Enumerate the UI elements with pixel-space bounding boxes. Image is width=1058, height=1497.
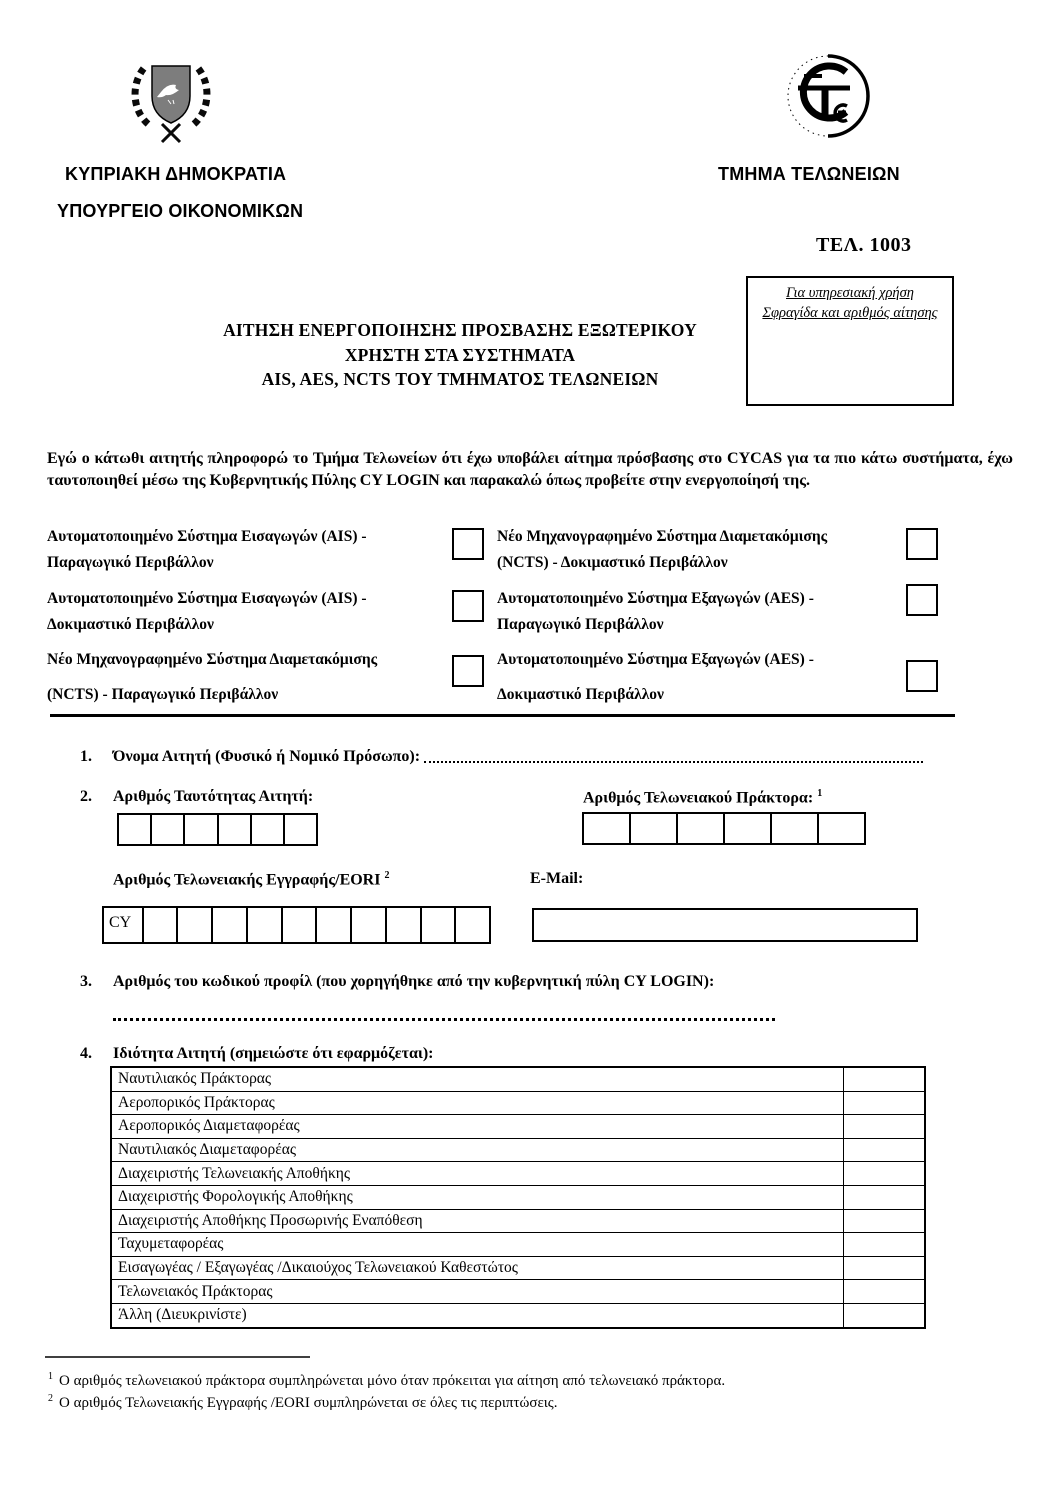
checkbox-aes-test[interactable]: [906, 660, 938, 692]
applicant-name-label: Όνομα Αιτητή (Φυσικό ή Νομικό Πρόσωπο):: [113, 748, 421, 765]
applicant-capacity-label: Ιδιότητα Αιτητή (σημειώστε ότι εφαρμόζεται):: [113, 1045, 434, 1062]
section1-row: [113, 748, 923, 766]
role-checkbox-cell[interactable]: [843, 1186, 924, 1209]
footnote-divider: [45, 1356, 310, 1358]
agent-cell[interactable]: [678, 814, 725, 843]
eori-cell[interactable]: [283, 908, 318, 942]
footnote-1: $^1$ Ο αριθμός τελωνειακού πράκτορα συμπληρώνεται μόνο όταν πρόκειται για αίτηση από τελωνειακό πράκτορα.: [48, 1371, 726, 1389]
checkbox-ncts-test[interactable]: [906, 528, 938, 560]
section4-number: 4.: [80, 1045, 92, 1062]
footnote-ref-2: 2: [384, 870, 390, 881]
system-label-aes-production: Αυτοματοποιημένο Σύστημα Εξαγωγών (AES) - Παραγωγικό Περιβάλλον: [497, 590, 814, 633]
footnote-ref-1: 1: [817, 788, 823, 799]
role-checkbox-cell[interactable]: [843, 1162, 924, 1185]
republic-title: ΚΥΠΡΙΑΚΗ ΔΗΜΟΚΡΑΤΙΑ: [65, 164, 287, 184]
role-checkbox-cell[interactable]: [843, 1115, 924, 1138]
form-number: ΤΕΛ. 1003: [816, 234, 912, 256]
form-title-line3: AIS, AES, NCTS ΤΟΥ ΤΜΗΜΑΤΟΣ ΤΕΛΩΝΕΙΩΝ: [261, 369, 659, 389]
eori-number-cells[interactable]: [102, 906, 491, 944]
agent-cell[interactable]: [631, 814, 678, 843]
form-title-line2: ΧΡΗΣΤΗ ΣΤΑ ΣΥΣΤΗΜΑΤΑ: [344, 344, 576, 365]
eori-cell[interactable]: [317, 908, 352, 942]
form-title-line1: ΑΙΤΗΣΗ ΕΝΕΡΓΟΠΟΙΗΣΗΣ ΠΡΟΣΒΑΣΗΣ ΕΞΩΤΕΡΙΚΟΥ: [223, 320, 697, 340]
eori-cell[interactable]: [456, 908, 489, 942]
identity-cell[interactable]: [219, 815, 252, 844]
section2-number: 2.: [80, 788, 92, 805]
table-row: Ναυτιλιακός Διαμεταφορέας: [112, 1139, 924, 1163]
table-row: Άλλη (Διευκρινίστε): [112, 1304, 924, 1327]
eori-cell[interactable]: [422, 908, 457, 942]
table-row: Εισαγωγέας / Εξαγωγέας /Δικαιούχος Τελωνειακού Καθεστώτος: [112, 1257, 924, 1281]
footnote-2: $^2$ Ο αριθμός Τελωνειακής Εγγραφής /EORI συμπληρώνεται σε όλες τις περιπτώσεις.: [48, 1393, 558, 1411]
section3-number: 3.: [80, 973, 92, 990]
department-title: ΤΜΗΜΑ ΤΕΛΩΝΕΙΩΝ: [718, 164, 900, 184]
role-checkbox-cell[interactable]: [843, 1233, 924, 1256]
table-row: Διαχειριστής Αποθήκης Προσωρινής Εναπόθεση: [112, 1210, 924, 1234]
email-label: E-Mail:: [530, 870, 584, 887]
email-field[interactable]: [532, 908, 918, 942]
identity-cell[interactable]: [285, 815, 316, 844]
section-divider: [50, 714, 955, 717]
system-label-ais-production: Αυτοματοποιημένο Σύστημα Εισαγωγών (AIS) - Παραγωγικό Περιβάλλον: [47, 528, 367, 571]
section1-number: 1.: [80, 748, 92, 765]
role-checkbox-cell[interactable]: [843, 1280, 924, 1303]
identity-number-label: Αριθμός Ταυτότητας Αιτητή:: [113, 788, 314, 805]
role-checkbox-cell[interactable]: [843, 1139, 924, 1162]
eori-cell[interactable]: [387, 908, 422, 942]
agent-cell[interactable]: [772, 814, 819, 843]
eori-cell[interactable]: [213, 908, 248, 942]
role-checkbox-cell[interactable]: [843, 1210, 924, 1233]
checkbox-ais-test[interactable]: [452, 590, 484, 622]
eori-prefix-cell: CY: [104, 908, 144, 942]
eori-cell[interactable]: [248, 908, 283, 942]
customs-agent-number-cells[interactable]: [582, 812, 866, 845]
role-checkbox-cell[interactable]: [843, 1257, 924, 1280]
eori-cell[interactable]: [178, 908, 213, 942]
profile-code-label: Αριθμός του κωδικού προφίλ (που χορηγήθηκε από την κυβερνητική πύλη CY LOGIN):: [113, 973, 715, 990]
role-checkbox-cell[interactable]: [843, 1304, 924, 1327]
checkbox-ncts-production[interactable]: [452, 655, 484, 687]
official-use-line2: Σφραγίδα και αριθμός αίτησης: [762, 305, 938, 321]
system-label-ais-test: Αυτοματοποιημένο Σύστημα Εισαγωγών (AIS) - Δοκιμαστικό Περιβάλλον: [47, 590, 367, 633]
agent-cell[interactable]: [725, 814, 772, 843]
agent-cell[interactable]: [584, 814, 631, 843]
ministry-title: ΥΠΟΥΡΓΕΙΟ ΟΙΚΟΝΟΜΙΚΩΝ: [57, 201, 304, 221]
checkbox-ais-production[interactable]: [452, 528, 484, 560]
customs-department-logo-icon: [778, 50, 878, 151]
identity-cell[interactable]: [119, 815, 152, 844]
system-label-ncts-production: Νέο Μηχανογραφημένο Σύστημα Διαμετακόμισης (NCTS) - Παραγωγικό Περιβάλλον: [47, 651, 378, 703]
eori-label: Αριθμός Τελωνειακής Εγγραφής/EORI $^2$: [113, 870, 390, 889]
role-checkbox-cell[interactable]: [843, 1068, 924, 1091]
eori-cell[interactable]: [144, 908, 179, 942]
cyprus-coat-of-arms-icon: [124, 58, 218, 155]
table-row: Ναυτιλιακός Πράκτορας: [112, 1068, 924, 1092]
table-row: Αεροπορικός Πράκτορας: [112, 1092, 924, 1116]
system-label-ncts-test: Νέο Μηχανογραφημένο Σύστημα Διαμετακόμισης (NCTS) - Δοκιμαστικό Περιβάλλον: [497, 528, 828, 571]
customs-agent-number-label: Αριθμός Τελωνειακού Πράκτορα: $^1$: [583, 788, 823, 807]
identity-cell[interactable]: [152, 815, 185, 844]
table-row: Ταχυμεταφορέας: [112, 1233, 924, 1257]
identity-cell[interactable]: [252, 815, 285, 844]
form-title: [150, 318, 770, 392]
table-row: Διαχειριστής Τελωνειακής Αποθήκης: [112, 1162, 924, 1186]
agent-cell[interactable]: [819, 814, 864, 843]
declaration-paragraph: Εγώ ο κάτωθι αιτητής πληροφορώ το Τμήμα Τελωνείων ότι έχω υποβάλει αίτημα πρόσβασης στο CYCAS για τα πιο κάτω συστήματα, έχω ταυτοποιηθεί μέσω της Κυβερνητικής Πύλης CY LOGIN και παρακαλώ όπως προβείτε στην ενεργοποίησή της.: [47, 450, 1013, 489]
checkbox-aes-production[interactable]: [906, 584, 938, 616]
identity-cell[interactable]: [185, 815, 218, 844]
official-use-box: [746, 276, 954, 406]
applicant-name-field[interactable]: [424, 761, 923, 763]
official-use-line1: Για υπηρεσιακή χρήση: [786, 285, 914, 301]
system-label-aes-test: Αυτοματοποιημένο Σύστημα Εξαγωγών (AES) - Δοκιμαστικό Περιβάλλον: [497, 651, 814, 703]
role-checkbox-cell[interactable]: [843, 1092, 924, 1115]
profile-code-field[interactable]: [113, 1018, 775, 1021]
identity-number-cells[interactable]: [117, 813, 318, 846]
table-row: Τελωνειακός Πράκτορας: [112, 1280, 924, 1304]
table-row: Διαχειριστής Φορολογικής Αποθήκης: [112, 1186, 924, 1210]
eori-cell[interactable]: [352, 908, 387, 942]
table-row: Αεροπορικός Διαμεταφορέας: [112, 1115, 924, 1139]
applicant-capacity-table: [110, 1066, 926, 1329]
